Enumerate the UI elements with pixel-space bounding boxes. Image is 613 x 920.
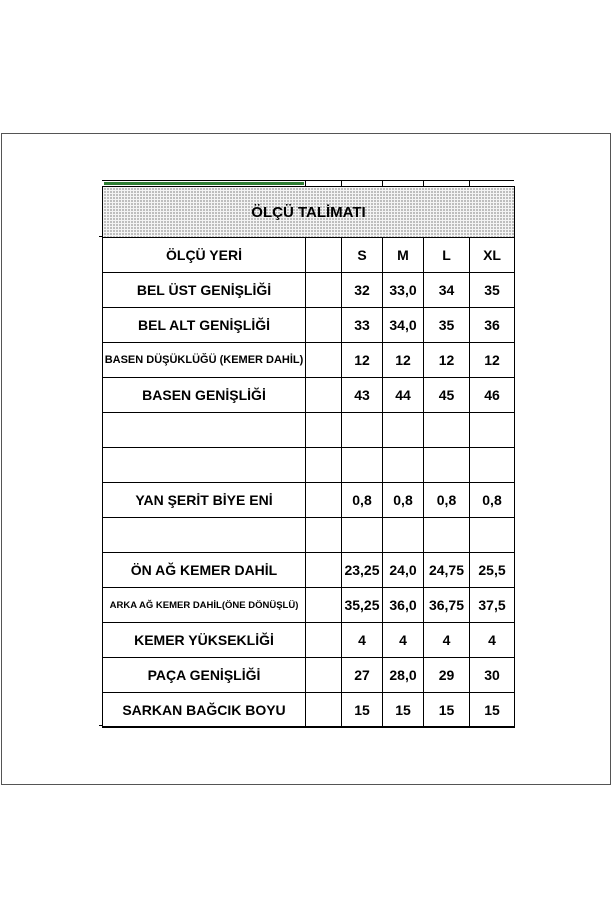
table-row (103, 623, 515, 658)
title-row (103, 187, 515, 238)
table-row (103, 658, 515, 693)
measurement-value: 46 (470, 378, 515, 413)
measurement-value: 32 (342, 273, 383, 308)
spacer-cell (306, 273, 342, 308)
spacer-cell (306, 693, 342, 728)
measurement-value: 27 (342, 658, 383, 693)
measurement-value: 35,25 (342, 588, 383, 623)
measurement-value (470, 518, 515, 553)
measurement-value: 36,75 (424, 588, 470, 623)
measurement-value (424, 448, 470, 483)
measurement-value: 37,5 (470, 588, 515, 623)
spacer-cell (306, 588, 342, 623)
spacer-cell (306, 343, 342, 378)
table-row (103, 378, 515, 413)
measurement-label: PAÇA GENİŞLİĞİ (103, 658, 306, 693)
measurement-label: SARKAN BAĞCIK BOYU (103, 693, 306, 728)
table-title (103, 187, 515, 238)
table-row (103, 448, 515, 483)
measurement-value (470, 448, 515, 483)
measurement-label: BEL ALT GENİŞLİĞİ (103, 308, 306, 343)
measurement-label: ARKA AĞ KEMER DAHİL(ÖNE DÖNÜŞLÜ) (103, 588, 306, 623)
size-chart-table (102, 186, 515, 728)
measurement-value: 28,0 (383, 658, 424, 693)
spacer-cell (306, 413, 342, 448)
size-header-l: L (424, 238, 470, 273)
measurement-value (342, 518, 383, 553)
table-row (103, 273, 515, 308)
measurement-value: 15 (424, 693, 470, 728)
measurement-value: 4 (383, 623, 424, 658)
measurement-label: BASEN GENİŞLİĞİ (103, 378, 306, 413)
measurement-value: 44 (383, 378, 424, 413)
measurement-value: 15 (342, 693, 383, 728)
measurement-value: 12 (424, 343, 470, 378)
measurement-value: 33,0 (383, 273, 424, 308)
measurement-value: 35 (424, 308, 470, 343)
measurement-value (424, 413, 470, 448)
measurement-label: BEL ÜST GENİŞLİĞİ (103, 273, 306, 308)
spacer-cell (306, 238, 342, 273)
measurement-value: 30 (470, 658, 515, 693)
measurement-value: 12 (342, 343, 383, 378)
measurement-label: BASEN DÜŞÜKLÜĞÜ (KEMER DAHİL) (103, 343, 306, 378)
measurement-value (383, 448, 424, 483)
measurement-value: 24,0 (383, 553, 424, 588)
measurement-value: 12 (383, 343, 424, 378)
measurement-value: 34 (424, 273, 470, 308)
table-row (103, 553, 515, 588)
measurement-value: 45 (424, 378, 470, 413)
measurement-value: 35 (470, 273, 515, 308)
measurement-value: 0,8 (342, 483, 383, 518)
measurement-value: 25,5 (470, 553, 515, 588)
spacer-cell (306, 448, 342, 483)
selection-accent-bar (104, 182, 304, 185)
measurement-label (103, 448, 306, 483)
measurement-value (383, 413, 424, 448)
table-row (103, 588, 515, 623)
measurement-value: 34,0 (383, 308, 424, 343)
spacer-cell (306, 518, 342, 553)
size-header-s: S (342, 238, 383, 273)
measurement-value (424, 518, 470, 553)
measurement-label (103, 413, 306, 448)
size-header-m: M (383, 238, 424, 273)
measurement-label (103, 518, 306, 553)
measurement-value: 15 (470, 693, 515, 728)
table-row (103, 483, 515, 518)
measurement-value: 24,75 (424, 553, 470, 588)
measurement-value: 29 (424, 658, 470, 693)
measurement-value (342, 448, 383, 483)
measurement-value (342, 413, 383, 448)
measurement-value: 4 (342, 623, 383, 658)
measurement-value: 23,25 (342, 553, 383, 588)
spacer-cell (306, 553, 342, 588)
spacer-cell (306, 483, 342, 518)
header-row (103, 238, 515, 273)
size-header-xl: XL (470, 238, 515, 273)
table-row (103, 308, 515, 343)
measurement-value: 4 (424, 623, 470, 658)
table-title-text: ÖLÇÜ TALİMATI (251, 203, 366, 221)
measurement-value: 15 (383, 693, 424, 728)
measurement-value: 0,8 (383, 483, 424, 518)
measurement-value: 0,8 (424, 483, 470, 518)
measurement-value: 43 (342, 378, 383, 413)
table-row (103, 413, 515, 448)
table-row (103, 343, 515, 378)
measurement-label: YAN ŞERİT BİYE ENİ (103, 483, 306, 518)
table-row (103, 518, 515, 553)
measurement-value (470, 413, 515, 448)
header-label: ÖLÇÜ YERİ (103, 238, 306, 273)
table-row (103, 693, 515, 728)
measurement-label: KEMER YÜKSEKLİĞİ (103, 623, 306, 658)
spacer-cell (306, 658, 342, 693)
measurement-value: 36,0 (383, 588, 424, 623)
table-bottom-rule (102, 726, 514, 728)
measurement-value: 4 (470, 623, 515, 658)
measurement-value: 0,8 (470, 483, 515, 518)
measurement-label: ÖN AĞ KEMER DAHİL (103, 553, 306, 588)
spacer-cell (306, 623, 342, 658)
measurement-value (383, 518, 424, 553)
measurement-value: 36 (470, 308, 515, 343)
measurement-value: 12 (470, 343, 515, 378)
spacer-cell (306, 378, 342, 413)
spacer-cell (306, 308, 342, 343)
measurement-value: 33 (342, 308, 383, 343)
